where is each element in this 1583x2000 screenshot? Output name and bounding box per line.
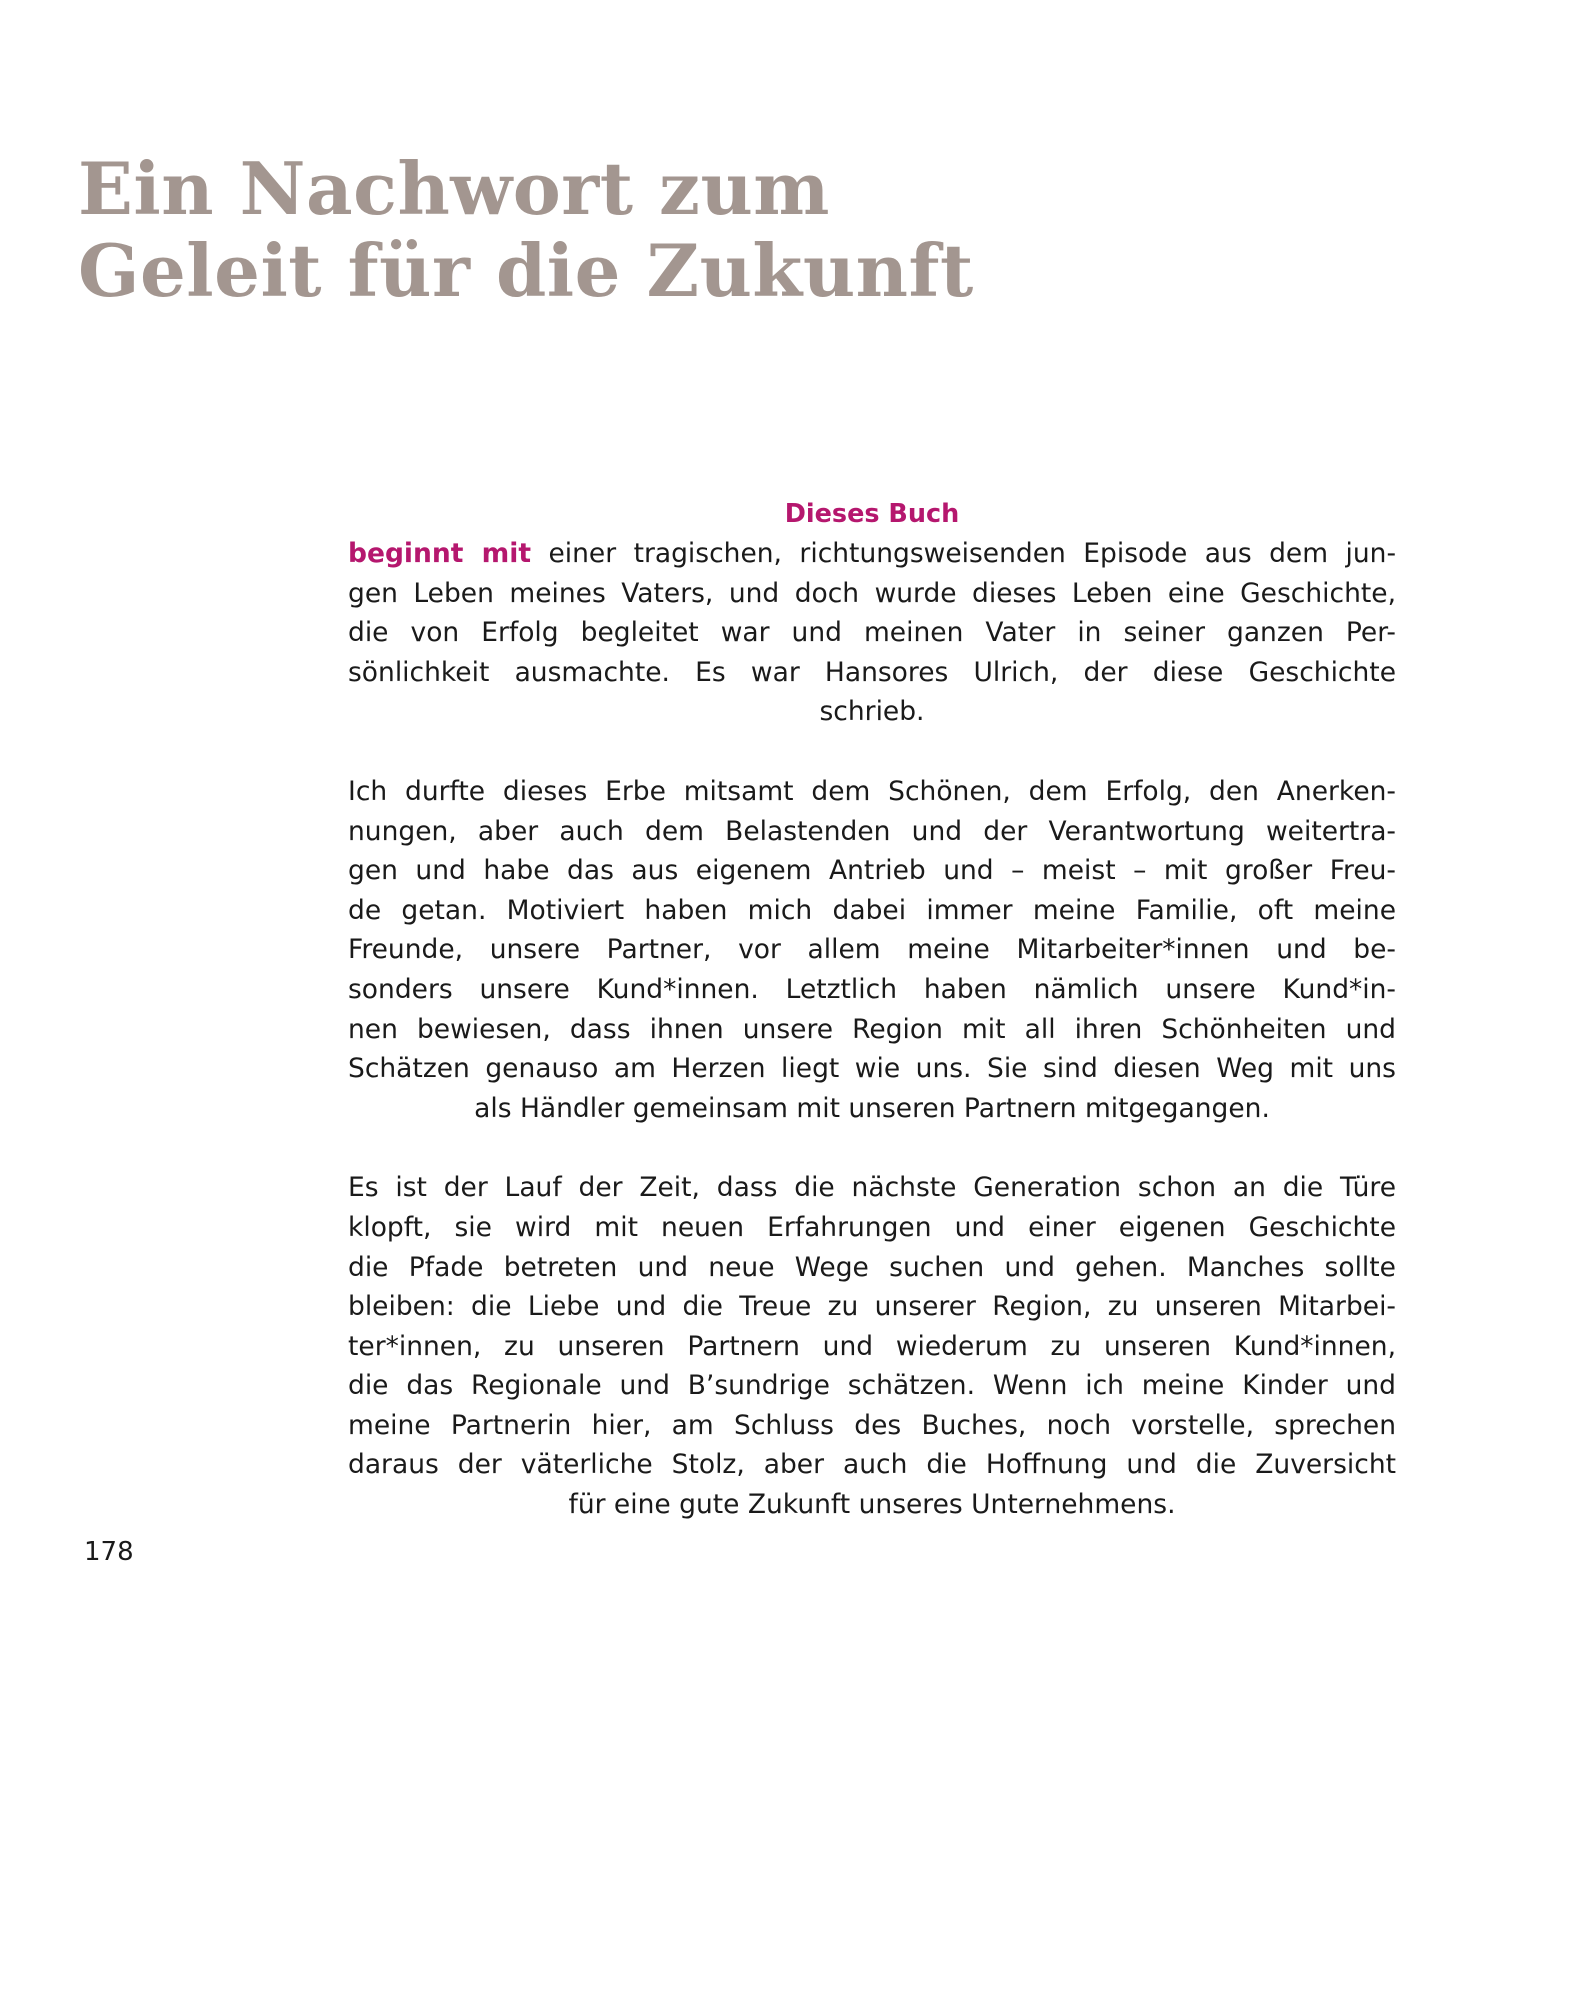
paragraph-2: [348, 772, 1396, 1128]
paragraph-line: daraus der väterliche Stolz, aber auch die Hoffnung und die Zuversicht: [348, 1449, 1396, 1481]
paragraph-line-text: einer tragischen, richtungsweisenden Episode aus dem jun-: [531, 538, 1397, 569]
paragraph-line: gen und habe das aus eigenem Antrieb und – meist – mit großer Freu-: [348, 855, 1396, 887]
paragraph-line: die das Regionale und B’sundrige schätzen. Wenn ich meine Kinder und: [348, 1370, 1396, 1402]
paragraph-1: [348, 496, 1396, 732]
paragraph-line: gen Leben meines Vaters, und doch wurde dieses Leben eine Geschichte,: [348, 577, 1396, 609]
paragraph-line: nungen, aber auch dem Belastenden und der Verantwortung weitertra-: [348, 815, 1396, 847]
paragraph-line: bleiben: die Liebe und die Treue zu unserer Region, zu unseren Mitarbei-: [348, 1291, 1396, 1323]
intro-lead: beginnt mit: [348, 538, 532, 569]
paragraph-line: schrieb.: [819, 696, 925, 728]
paragraph-line: sönlichkeit ausmachte. Es war Hansores Ulrich, der diese Geschichte: [348, 656, 1396, 688]
paragraph-3: [348, 1168, 1396, 1524]
chapter-title: [78, 148, 1078, 312]
paragraph-line: die von Erfolg begleitet war und meinen Vater in seiner ganzen Per-: [348, 617, 1396, 649]
paragraph-line: Freunde, unsere Partner, vor allem meine Mitarbeiter*innen und be-: [348, 934, 1396, 966]
paragraph-line: Es ist der Lauf der Zeit, dass die nächste Generation schon an die Türe: [348, 1172, 1396, 1204]
paragraph-line: die Pfade betreten und neue Wege suchen und gehen. Manches sollte: [348, 1251, 1396, 1283]
paragraph-line: als Händler gemeinsam mit unseren Partnern mitgegangen.: [474, 1092, 1270, 1124]
body-text: [348, 496, 1396, 1525]
paragraph-line: meine Partnerin hier, am Schluss des Buches, noch vorstelle, sprechen: [348, 1409, 1396, 1441]
paragraph-line: für eine gute Zukunft unseres Unternehmens.: [568, 1489, 1176, 1521]
paragraph-line: sonders unsere Kund*innen. Letztlich haben nämlich unsere Kund*in-: [348, 973, 1396, 1005]
chapter-title-line-1: Ein Nachwort zum: [78, 146, 830, 231]
chapter-title-line-2: Geleit für die Zukunft: [78, 228, 974, 313]
paragraph-line: nen bewiesen, dass ihnen unsere Region mit all ihren Schönheiten und: [348, 1013, 1396, 1045]
page-number: 178: [84, 1537, 134, 1567]
intro-heading: Dieses Buch: [784, 499, 960, 529]
paragraph-line: Ich durfte dieses Erbe mitsamt dem Schönen, dem Erfolg, den Anerken-: [348, 775, 1396, 807]
paragraph-line: ter*innen, zu unseren Partnern und wiederum zu unseren Kund*innen,: [348, 1330, 1396, 1362]
paragraph-line: [348, 534, 1396, 574]
paragraph-line: Schätzen genauso am Herzen liegt wie uns. Sie sind diesen Weg mit uns: [348, 1053, 1396, 1085]
paragraph-line: de getan. Motiviert haben mich dabei immer meine Familie, oft meine: [348, 894, 1396, 926]
paragraph-line: klopft, sie wird mit neuen Erfahrungen und einer eigenen Geschichte: [348, 1211, 1396, 1243]
